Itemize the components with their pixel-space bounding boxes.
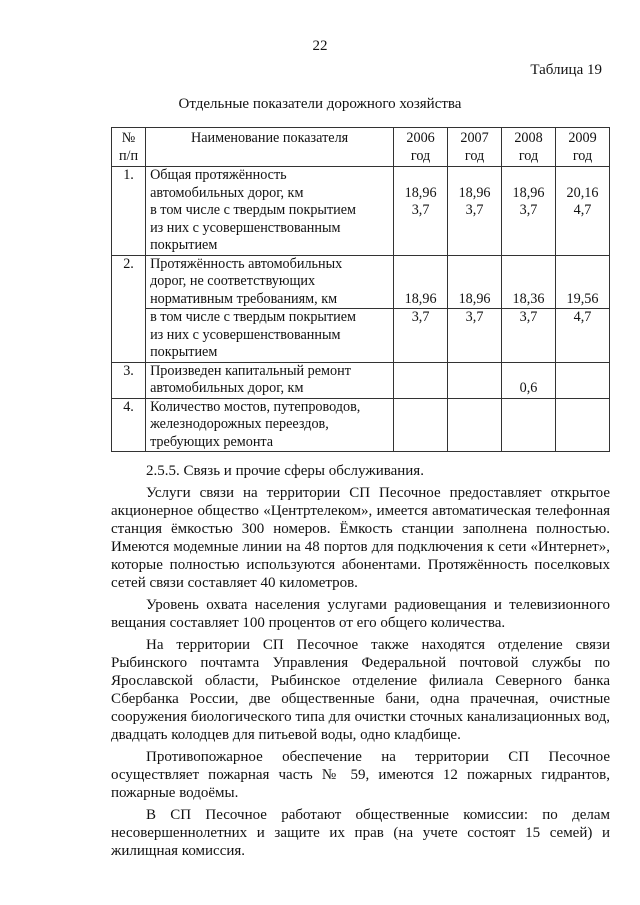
table-row bbox=[112, 362, 610, 398]
header-name: Наименование показателя bbox=[146, 128, 394, 167]
value-hard: 3,7 bbox=[519, 202, 538, 218]
row-name-line: автомобильных дорог, км bbox=[150, 184, 304, 201]
row-name-line: нормативным требованиям, км bbox=[150, 290, 338, 307]
value-total: 18,96 bbox=[404, 184, 437, 201]
value: 19,56 bbox=[566, 290, 599, 307]
value-hard: 4,7 bbox=[573, 202, 592, 218]
row-name-line: требующих ремонта bbox=[150, 433, 274, 450]
header-year-2009 bbox=[556, 128, 610, 167]
value-cell-2007 bbox=[448, 398, 502, 452]
row-name-line: Количество мостов, путепроводов, bbox=[150, 398, 361, 415]
header-year-2007 bbox=[448, 128, 502, 167]
value-cell-2007: 3,7 bbox=[448, 309, 502, 363]
value-hard: 3,7 bbox=[465, 202, 484, 218]
value: 18,36 bbox=[512, 290, 545, 307]
row-number: 1. bbox=[112, 167, 146, 256]
table-row bbox=[112, 398, 610, 452]
row-name-line: дорог, не соответствующих bbox=[150, 273, 316, 289]
value-cell-2006 bbox=[394, 167, 448, 256]
table-title: Отдельные показатели дорожного хозяйства bbox=[178, 96, 462, 112]
header-year-unit: год bbox=[464, 147, 485, 164]
row-name-line: железнодорожных переездов, bbox=[150, 416, 329, 432]
value-cell-2009 bbox=[556, 362, 610, 398]
value-cell-2008: 3,7 bbox=[502, 309, 556, 363]
value-cell-2008 bbox=[502, 398, 556, 452]
value-hard: 3,7 bbox=[411, 202, 430, 218]
row-number: 2. bbox=[112, 255, 146, 362]
paragraph: Противопожарное обеспечение на территории СП Песочное осуществляет пожарная часть № 59, имеются 12 пожарных гидрантов, пожарные водоёмы. bbox=[111, 749, 610, 801]
header-year-unit: год bbox=[410, 147, 431, 164]
table-row bbox=[112, 167, 610, 256]
table-label: Таблица 19 bbox=[530, 62, 602, 78]
value-cell-2008 bbox=[502, 362, 556, 398]
value-cell-2009 bbox=[556, 255, 610, 309]
row-number: 4. bbox=[112, 398, 146, 452]
header-year-value: 2008 bbox=[514, 130, 543, 146]
road-indicators-table bbox=[111, 127, 610, 452]
paragraph: На территории СП Песочное также находятся отделение связи Рыбинского почтамта Управления Федеральной почтовой службы по Ярославской области, Рыбинское отделение филиала Северного банка Сбербанка России, две общественные бани, одна прачечная, очистные сооружения биологического типа для очистки сточных канализационных вод, двадцать колодцев для питьевой воды, одно кладбище. bbox=[111, 637, 610, 743]
header-year-value: 2009 bbox=[568, 130, 597, 146]
value-cell-2006: 3,7 bbox=[394, 309, 448, 363]
row-name-line: Общая протяжённость bbox=[150, 167, 287, 183]
header-year-2008 bbox=[502, 128, 556, 167]
header-number-line-2: п/п bbox=[118, 147, 139, 164]
value-cell-2009: 4,7 bbox=[556, 309, 610, 363]
row-name-line: Произведен капитальный ремонт bbox=[150, 362, 351, 379]
value-cell-2006 bbox=[394, 362, 448, 398]
row-name-line: Протяжённость автомобильных bbox=[150, 255, 343, 272]
value: 0,6 bbox=[519, 380, 538, 396]
header-year-unit: год bbox=[572, 147, 593, 164]
row-name bbox=[146, 398, 394, 452]
header-number-line-1: № bbox=[121, 130, 136, 146]
paragraph: Уровень охвата населения услугами радиовещания и телевизионного вещания составляет 100 процентов от его общего количества. bbox=[111, 597, 610, 631]
body-text bbox=[111, 462, 610, 860]
row-number: 3. bbox=[112, 362, 146, 398]
page-number: 22 bbox=[312, 38, 328, 54]
table-row bbox=[112, 309, 610, 363]
value: 18,96 bbox=[404, 290, 437, 307]
value-cell-2006 bbox=[394, 255, 448, 309]
row-name bbox=[146, 362, 394, 398]
value-cell-2008 bbox=[502, 167, 556, 256]
value-total: 18,96 bbox=[458, 184, 491, 201]
section-heading: 2.5.5. Связь и прочие сферы обслуживания. bbox=[146, 463, 424, 479]
header-year-2006 bbox=[394, 128, 448, 167]
paragraph: Услуги связи на территории СП Песочное предоставляет открытое акционерное общество «Центртелеком», имеется автоматическая телефонная станция ёмкостью 300 номеров. Ёмкость станции заполнена полностью. Имеются модемные линии на 48 портов для подключения к сети «Интернет», которые полностью используются абонентами. Протяжённость поселковых сетей связи составляет 40 километров. bbox=[111, 485, 610, 591]
header-number bbox=[112, 128, 146, 167]
value-cell-2007 bbox=[448, 362, 502, 398]
value: 18,96 bbox=[458, 290, 491, 307]
value-total: 18,96 bbox=[512, 184, 545, 201]
value-cell-2007 bbox=[448, 167, 502, 256]
value-cell-2009 bbox=[556, 398, 610, 452]
header-year-value: 2007 bbox=[460, 130, 489, 146]
row-subname bbox=[146, 309, 394, 363]
row-name-line: в том числе с твердым покрытием bbox=[150, 202, 357, 218]
table-header-row bbox=[112, 128, 610, 167]
value-cell-2006 bbox=[394, 398, 448, 452]
row-name bbox=[146, 167, 394, 256]
value-cell-2009 bbox=[556, 167, 610, 256]
row-name-line: покрытием bbox=[150, 344, 218, 360]
value-cell-2007 bbox=[448, 255, 502, 309]
row-name-line: из них с усовершенствованным bbox=[150, 219, 341, 236]
row-name-line: покрытием bbox=[150, 237, 218, 253]
paragraph: В СП Песочное работают общественные комиссии: по делам несовершеннолетних и защите их прав (на учете состоят 15 семей) и жилищная комиссия. bbox=[111, 807, 610, 859]
row-name-line: из них с усовершенствованным bbox=[150, 326, 341, 343]
row-name bbox=[146, 255, 394, 309]
header-year-value: 2006 bbox=[406, 130, 435, 146]
row-name-line: автомобильных дорог, км bbox=[150, 380, 304, 396]
value-total: 20,16 bbox=[566, 184, 599, 201]
row-name-line: в том числе с твердым покрытием bbox=[150, 309, 357, 325]
value-cell-2008 bbox=[502, 255, 556, 309]
table-row bbox=[112, 255, 610, 309]
header-year-unit: год bbox=[518, 147, 539, 164]
